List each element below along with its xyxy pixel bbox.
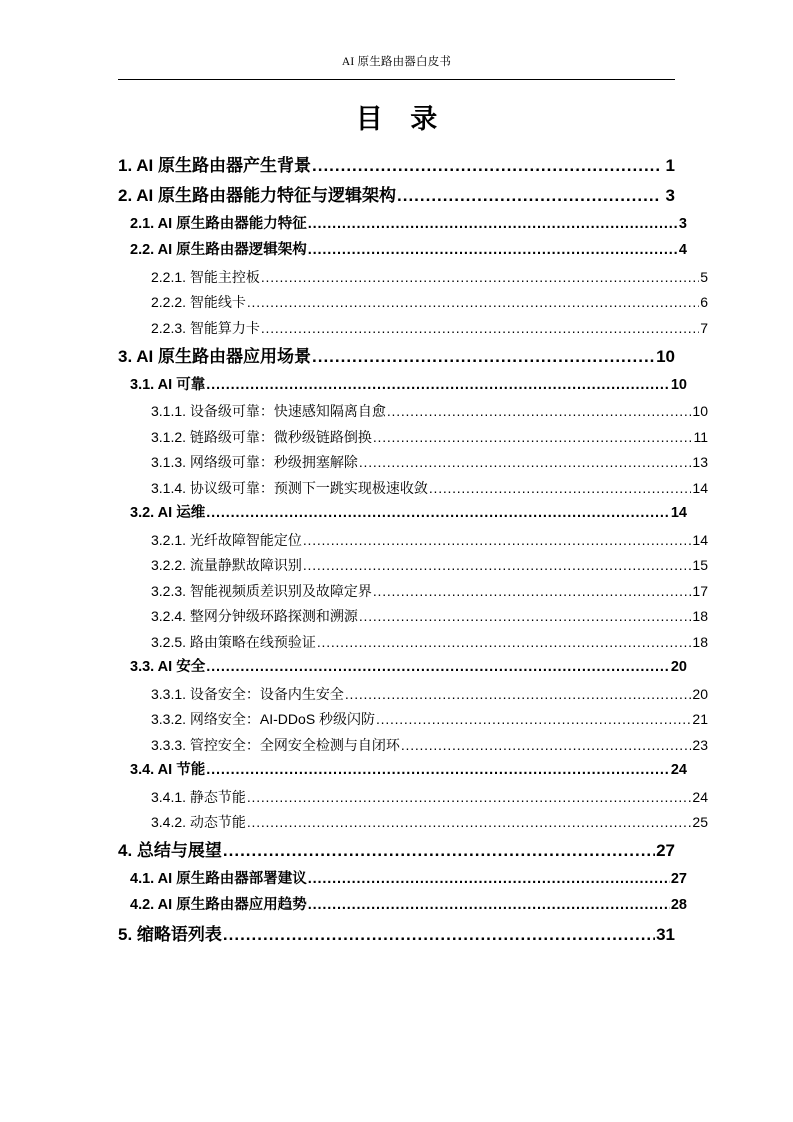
toc-entry[interactable] — [118, 657, 687, 678]
toc-entry-label: 1. AI 原生路由器产生背景 — [118, 156, 311, 175]
toc-entry[interactable] — [118, 154, 675, 177]
table-of-contents — [118, 154, 708, 953]
toc-entry[interactable] — [118, 735, 708, 755]
toc-dot-leader — [308, 240, 678, 261]
toc-entry[interactable] — [118, 632, 708, 652]
toc-entry-label: 3.2.3. 智能视频质差识别及故障定界 — [151, 582, 372, 599]
toc-entry[interactable] — [118, 375, 687, 396]
running-header: AI 原生路由器白皮书 — [341, 56, 452, 68]
toc-entry-label: 3.1.4. 协议级可靠：预测下一跳实现极速收敛 — [151, 479, 428, 496]
toc-dot-leader — [261, 267, 699, 287]
toc-dot-leader — [247, 812, 692, 832]
toc-page-number: 21 — [692, 711, 708, 727]
toc-entry[interactable] — [118, 292, 708, 312]
toc-page-number: 15 — [692, 557, 708, 573]
toc-dot-leader — [206, 760, 670, 781]
toc-dot-leader — [376, 709, 691, 729]
toc-dot-leader — [359, 606, 692, 626]
toc-entry[interactable] — [118, 555, 708, 575]
toc-dot-leader — [261, 318, 699, 338]
toc-entry[interactable] — [118, 530, 708, 550]
toc-page-number: 3 — [678, 216, 687, 232]
toc-dot-leader — [429, 478, 692, 498]
toc-entry-label: 3.1. AI 可靠 — [130, 376, 206, 393]
toc-dot-leader — [359, 452, 692, 472]
toc-dot-leader — [308, 214, 678, 235]
toc-dot-leader — [345, 684, 692, 704]
toc-page-number: 1 — [665, 156, 675, 175]
toc-page-number: 31 — [656, 925, 675, 944]
toc-page-number: 10 — [670, 376, 687, 393]
toc-dot-leader — [373, 427, 693, 447]
toc-dot-leader — [206, 503, 670, 524]
toc-entry[interactable] — [118, 503, 687, 524]
toc-page-number: 11 — [693, 428, 708, 445]
toc-dot-leader — [223, 923, 655, 946]
toc-entry[interactable] — [118, 923, 675, 946]
toc-dot-leader — [247, 787, 692, 807]
toc-page-number: 27 — [656, 841, 675, 860]
toc-page-number: 25 — [692, 814, 708, 830]
toc-entry[interactable] — [118, 452, 708, 472]
toc-dot-leader — [303, 530, 692, 550]
toc-entry-label: 3.2.2. 流量静默故障识别 — [151, 557, 302, 573]
toc-entry-label: 2. AI 原生路由器能力特征与逻辑架构 — [118, 186, 396, 205]
toc-page-number: 18 — [692, 608, 708, 624]
toc-entry-label: 3.1.1. 设备级可靠：快速感知隔离自愈 — [151, 403, 386, 419]
toc-dot-leader — [308, 895, 670, 916]
toc-entry-label: 3.4.1. 静态节能 — [151, 788, 246, 805]
header-rule — [118, 79, 675, 80]
toc-entry[interactable] — [118, 401, 708, 421]
toc-entry[interactable] — [118, 478, 708, 498]
toc-entry[interactable] — [118, 709, 708, 729]
toc-entry-label: 5. 缩略语列表 — [118, 925, 222, 944]
toc-page-number: 14 — [692, 531, 708, 548]
toc-entry-label: 2.2. AI 原生路由器逻辑架构 — [130, 242, 307, 258]
toc-entry-label: 3.3. AI 安全 — [130, 659, 206, 675]
toc-dot-leader — [397, 184, 660, 207]
toc-entry[interactable] — [118, 427, 708, 447]
toc-entry-label: 3.1.2. 链路级可靠：微秒级链路倒换 — [151, 428, 372, 445]
toc-page-number: 27 — [670, 871, 687, 887]
toc-page-number: 10 — [656, 346, 675, 366]
toc-dot-leader — [373, 581, 692, 601]
toc-entry-label: 4.2. AI 原生路由器应用趋势 — [130, 897, 307, 913]
toc-entry-label: 3.3.2. 网络安全：AI-DDoS 秒级闪防 — [151, 711, 376, 727]
toc-page-number: 6 — [700, 294, 708, 310]
toc-page-number: 7 — [700, 319, 708, 336]
toc-entry[interactable] — [118, 812, 708, 832]
toc-entry-label: 3.1.3. 网络级可靠：秒级拥塞解除 — [151, 454, 358, 470]
toc-dot-leader — [312, 154, 660, 177]
toc-entry-label: 3.3.3. 管控安全：全网安全检测与自闭环 — [151, 736, 400, 753]
toc-entry[interactable] — [118, 895, 687, 916]
toc-page-number: 10 — [692, 403, 708, 419]
toc-entry[interactable] — [118, 345, 675, 368]
toc-entry[interactable] — [118, 318, 708, 338]
toc-entry[interactable] — [118, 267, 708, 287]
toc-dot-leader — [206, 657, 670, 678]
toc-entry-label: 4.1. AI 原生路由器部署建议 — [130, 871, 307, 887]
toc-entry[interactable] — [118, 606, 708, 626]
toc-page-number: 20 — [692, 685, 708, 702]
toc-dot-leader — [308, 869, 670, 890]
toc-entry[interactable] — [118, 787, 708, 807]
toc-page-number: 28 — [670, 897, 687, 913]
toc-page-number: 17 — [692, 582, 708, 599]
toc-entry[interactable] — [118, 760, 687, 781]
toc-page-number: 18 — [692, 633, 708, 650]
toc-dot-leader — [387, 401, 692, 421]
toc-entry-label: 3.4. AI 节能 — [130, 762, 206, 778]
toc-entry[interactable] — [118, 869, 687, 890]
toc-page-number: 14 — [692, 479, 708, 496]
toc-page-number: 3 — [665, 186, 675, 205]
toc-entry-label: 2.1. AI 原生路由器能力特征 — [130, 216, 307, 232]
toc-page-number: 20 — [670, 659, 687, 675]
toc-page-number: 5 — [700, 268, 708, 285]
page-title: 目 录 — [355, 104, 448, 134]
toc-entry-label: 2.2.3. 智能算力卡 — [151, 319, 260, 336]
toc-entry[interactable] — [118, 684, 708, 704]
toc-entry-label: 3.2.5. 路由策略在线预验证 — [151, 633, 316, 650]
toc-dot-leader — [247, 292, 699, 312]
toc-entry[interactable] — [118, 240, 687, 261]
toc-entry-label: 3.2.4. 整网分钟级环路探测和溯源 — [151, 608, 358, 624]
toc-entry-label: 3.3.1. 设备安全：设备内生安全 — [151, 685, 344, 702]
toc-page-number: 14 — [670, 505, 687, 521]
toc-entry[interactable] — [118, 214, 687, 235]
toc-page-number: 24 — [692, 788, 708, 805]
toc-dot-leader — [317, 632, 692, 652]
toc-page-number: 23 — [692, 736, 708, 753]
toc-dot-leader — [401, 735, 692, 755]
toc-entry-label: 3.2.1. 光纤故障智能定位 — [151, 531, 302, 548]
toc-entry-label: 3.2. AI 运维 — [130, 505, 206, 521]
toc-entry-label: 3. AI 原生路由器应用场景 — [118, 346, 311, 366]
toc-page-number: 4 — [678, 242, 687, 258]
toc-entry-label: 2.2.2. 智能线卡 — [151, 294, 246, 310]
toc-page-number: 24 — [670, 762, 687, 778]
toc-dot-leader — [312, 345, 655, 368]
toc-entry-label: 3.4.2. 动态节能 — [151, 814, 246, 830]
toc-dot-leader — [206, 375, 670, 396]
toc-entry-label: 4. 总结与展望 — [118, 841, 222, 860]
toc-entry[interactable] — [118, 581, 708, 601]
toc-entry-label: 2.2.1. 智能主控板 — [151, 268, 260, 285]
toc-entry[interactable] — [118, 184, 675, 207]
toc-dot-leader — [223, 839, 655, 862]
toc-entry[interactable] — [118, 839, 675, 862]
toc-page-number: 13 — [692, 454, 708, 470]
toc-dot-leader — [303, 555, 692, 575]
